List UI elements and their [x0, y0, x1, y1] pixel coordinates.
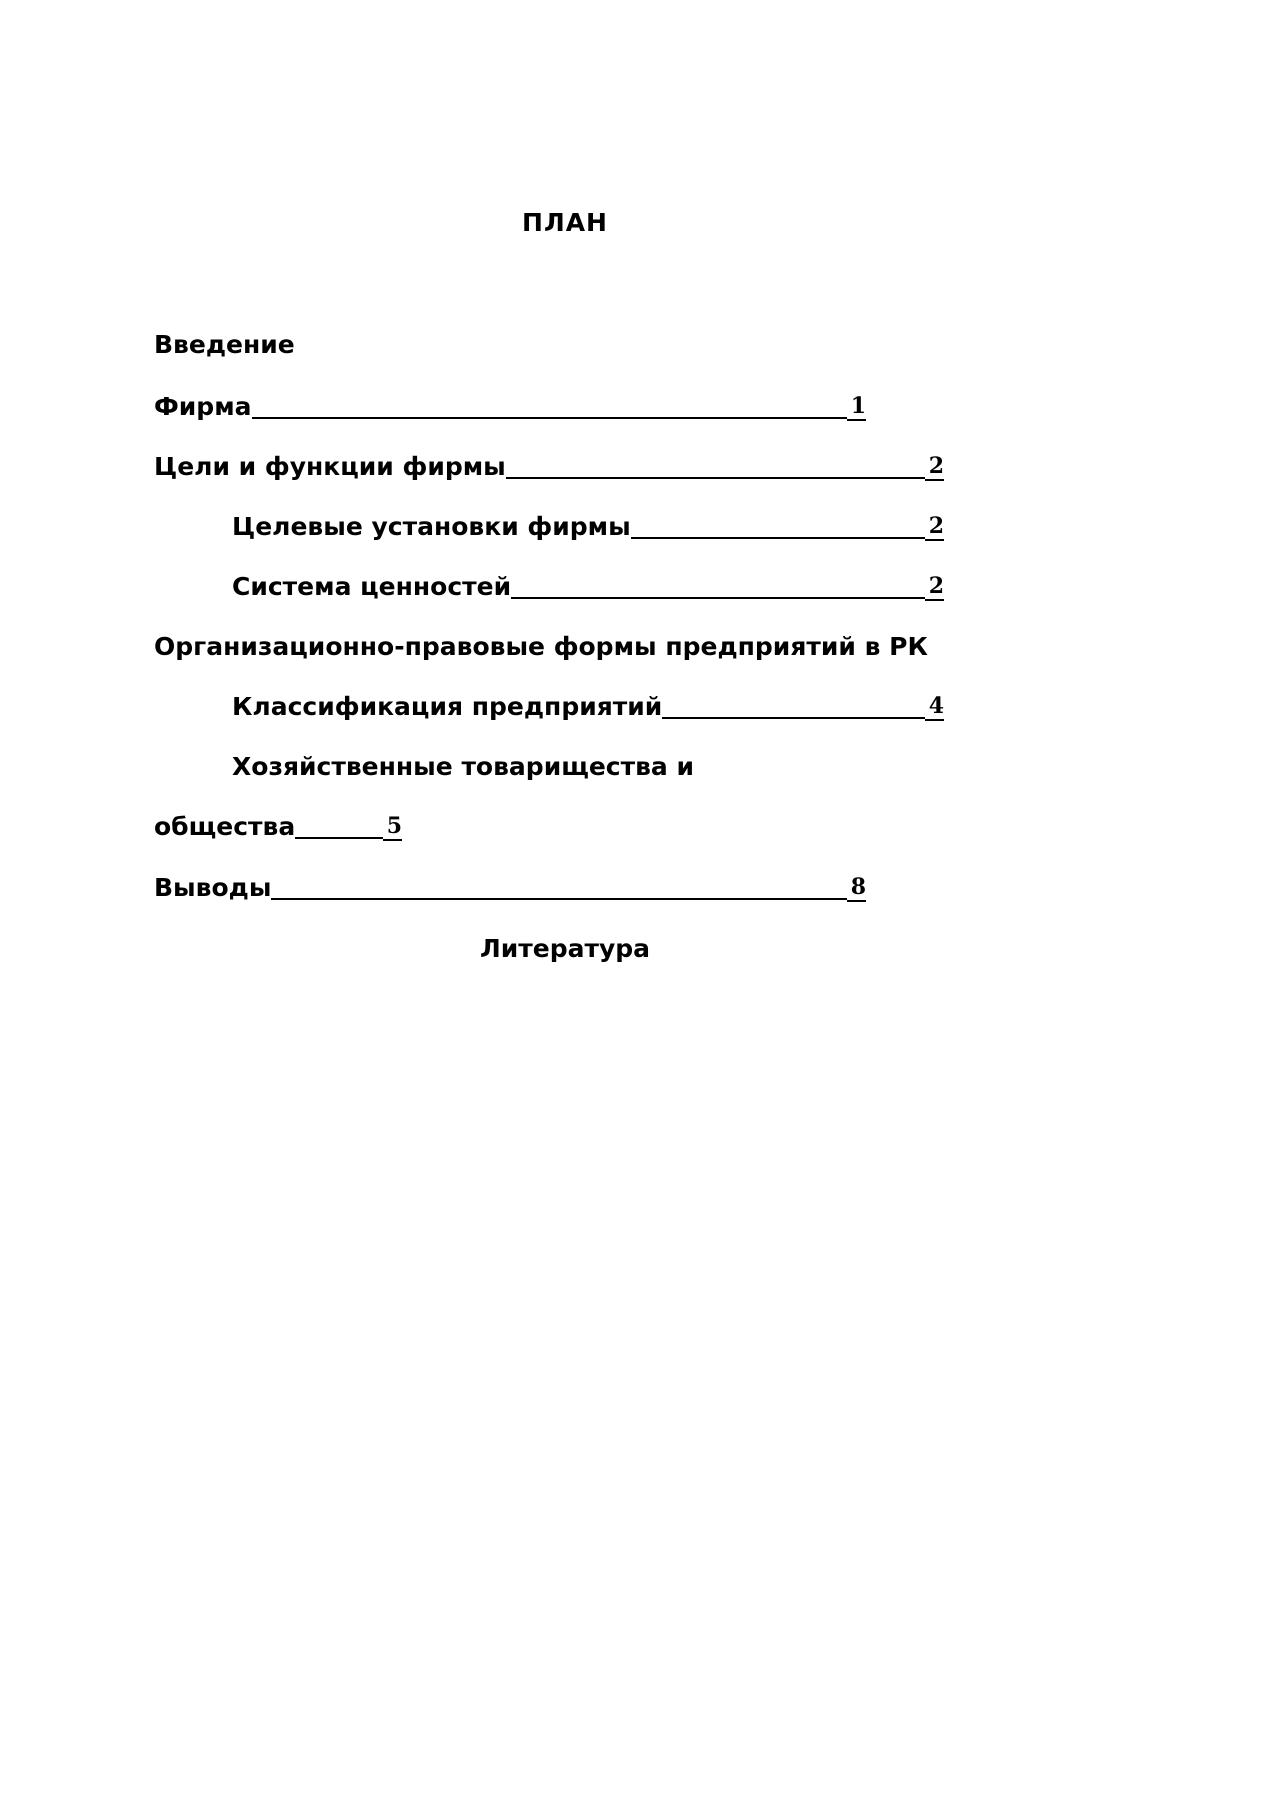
- toc-entry-label: общества: [154, 812, 296, 841]
- toc-leader-line: [631, 537, 925, 539]
- toc-page-number: 1: [847, 393, 866, 421]
- toc-entry-partnerships-line1: Хозяйственные товарищества и: [232, 752, 695, 781]
- toc-entry-label: Фирма: [154, 392, 252, 421]
- toc-entry-targets: [232, 510, 944, 544]
- toc-page-number: 4: [925, 693, 944, 721]
- toc-page-number: 5: [383, 813, 402, 841]
- toc-leader-line: [252, 417, 847, 419]
- toc-entry-conclusions: [154, 871, 866, 905]
- toc-entry-label: Выводы: [154, 873, 272, 902]
- toc-entry-forms: Организационно-правовые формы предприятий в РК: [154, 632, 928, 661]
- toc-leader-line: [511, 597, 925, 599]
- toc-entry-goals: [154, 450, 944, 484]
- toc-entry-classification: [232, 690, 944, 724]
- toc-entry-partnerships-line2: [154, 810, 402, 844]
- toc-entry-label: Классификация предприятий: [232, 692, 663, 721]
- toc-page-number: 2: [925, 453, 944, 481]
- toc-leader-line: [506, 477, 925, 479]
- toc-leader-line: [295, 837, 382, 839]
- toc-entry-label: Целевые установки фирмы: [232, 512, 631, 541]
- toc-leader-line: [271, 898, 846, 900]
- toc-entry-values: [232, 570, 944, 604]
- toc-entry-label: Система ценностей: [232, 572, 512, 601]
- toc-entry-intro: Введение: [154, 330, 295, 359]
- toc-page-number: 2: [925, 573, 944, 601]
- toc-entry-label: Цели и функции фирмы: [154, 452, 506, 481]
- page-title: ПЛАН: [522, 208, 608, 237]
- toc-entry-firm: [154, 390, 866, 424]
- toc-entry-literature: Литература: [479, 934, 651, 963]
- toc-leader-line: [662, 717, 924, 719]
- toc-page-number: 8: [847, 874, 866, 902]
- toc-page-number: 2: [925, 513, 944, 541]
